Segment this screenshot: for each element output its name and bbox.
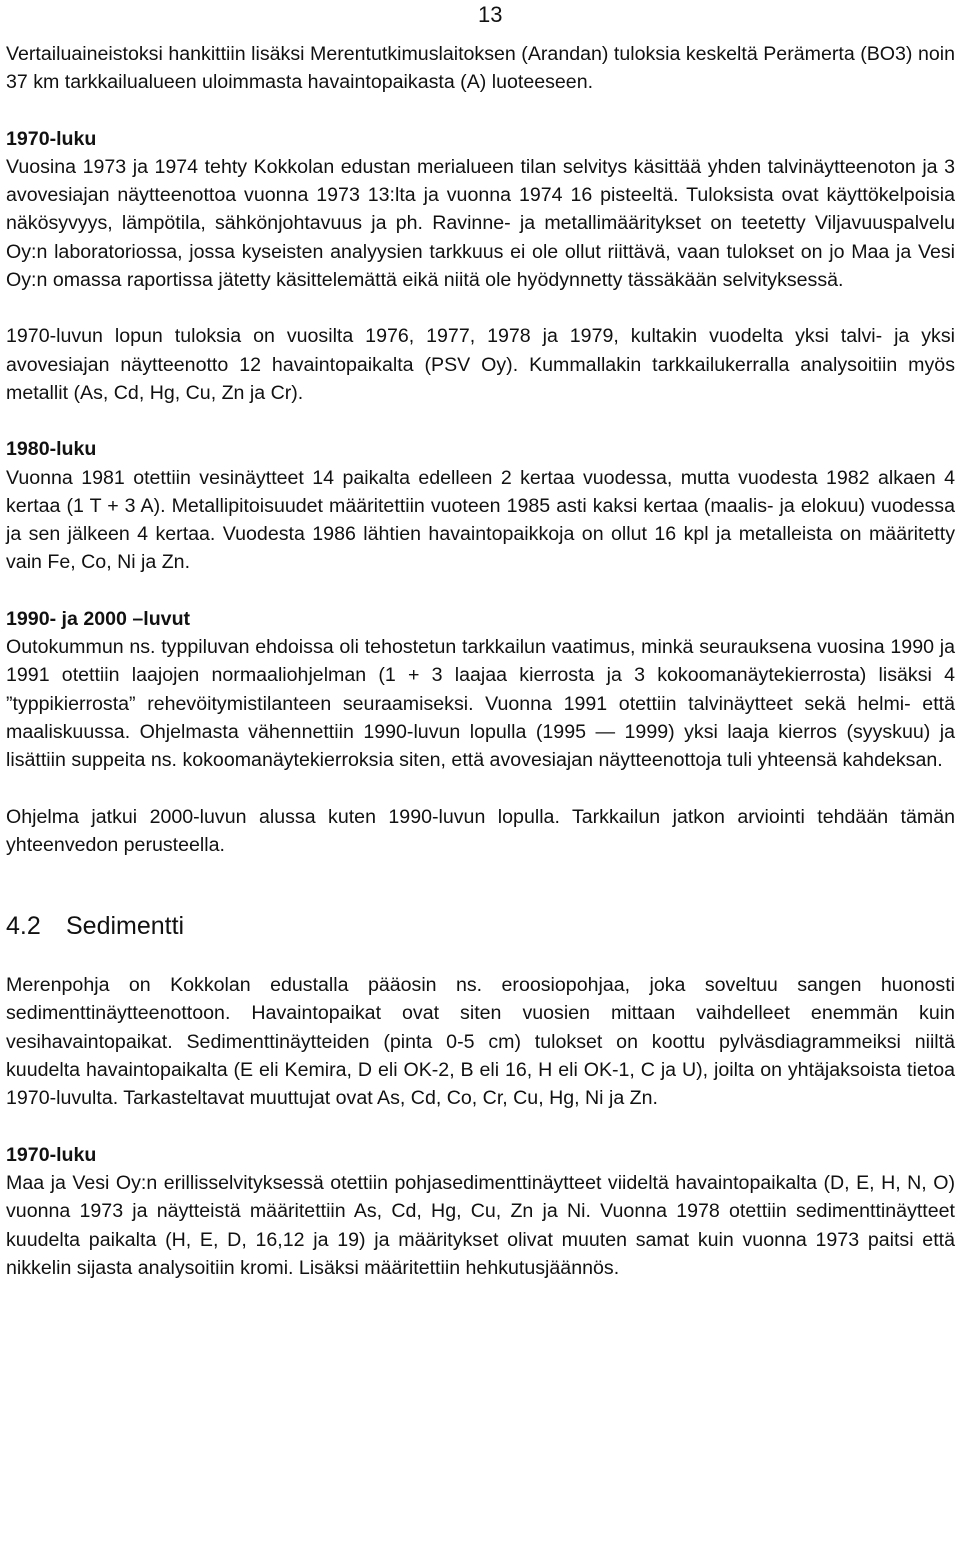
paragraph-late-1970s: 1970-luvun lopun tuloksia on vuosilta 1976, 1977, 1978 ja 1979, kultakin vuodelta yksi talvi- ja yksi avovesiajan näytteenotto 12 havaintopaikalta (PSV Oy). Kummallakin tarkkailukerralla analysoitiin myös metallit (As, Cd, Hg, Cu, Zn ja Cr). [6, 325, 955, 404]
paragraph-sediment-1970s: Maa ja Vesi Oy:n erillisselvityksessä otettiin pohjasedimenttinäytteet viideltä havaintopaikalta (D, E, H, N, O) vuonna 1973 ja näytteistä määritettiin As, Cd, Hg, Cu, Zn ja Ni. Vuonna 1978 otettiin sedimenttinäytteet kuudelta paikalta (H, E, D, 16,12 ja 19) ja määritykset olivat muuten samat kuin vuonna 1973 paitsi että nikkelin sijasta analysoitiin kromi. Lisäksi määritettiin hehkutusjäännös. [6, 1171, 955, 1279]
paragraph-sediment: Merenpohja on Kokkolan edustalla pääosin ns. eroosiopohjaa, joka soveltuu sangen huonosti sedimenttinäytteenottoon. Havaintopaikat ovat siten vuosien mittaan vaihdelleet enemmän kuin vesihavaintopaikat. Sedimenttinäytteiden (pinta 0-5 cm) tulokset on koottu pylväsdiagrammeiksi niiltä kuudelta havaintopaikalta (E eli Kemira, D eli OK-2, B eli 16, H eli OK-1, C ja U), joilta on yhtäjaksoista tietoa 1970-luvulta. Tarkasteltavat muuttujat ovat As, Cd, Co, Cr, Cu, Hg, Ni ja Zn. [6, 974, 955, 1110]
heading-sediment-1970s: 1970-luku [6, 1143, 97, 1166]
heading-1990s-2000s: 1990- ja 2000 –luvut [6, 607, 191, 630]
page-content [6, 40, 955, 1282]
heading-1970s: 1970-luku [6, 127, 97, 150]
paragraph-1980s: Vuonna 1981 otettiin vesinäytteet 14 paikalta edelleen 2 kertaa vuodessa, mutta vuodesta 1982 alkaen 4 kertaa (1 T + 3 A). Metallipitoisuudet määritettiin vuoteen 1985 asti kaksi kertaa (maalis- ja elokuu) vuodessa ja sen jälkeen 4 kertaa. Vuodesta 1986 lähtien havaintopaikkoja on ollut 16 kpl ja metalleista on määritetty vain Fe, Co, Ni ja Zn. [6, 466, 955, 574]
page-number: 13 [478, 2, 503, 27]
paragraph-1990s: Outokummun ns. typpiluvan ehdoissa oli tehostetun tarkkailun vaatimus, minkä seurauksena vuosina 1990 ja 1991 otettiin laajojen normaaliohjelman (1 + 3 laajaa kierrosta ja 3 kokoomanäytekierrosta) lisäksi 4 ”typpikierrosta” rehevöitymistilanteen seuraamiseksi. Vuonna 1991 otettiin talvinäytteet sekä helmi- että maaliskuussa. Ohjelmasta vähennettiin 1990-luvun lopulla (1995 — 1999) yksi laaja kierros (syyskuu) ja lisättiin suppeita ns. kokoomanäytekierroksia siten, että avovesiajan näytteenottoja tuli yhteensä kahdeksan. [6, 636, 955, 772]
heading-1980s: 1980-luku [6, 438, 97, 461]
section-title: Sedimentti [66, 912, 185, 941]
paragraph-2000s: Ohjelma jatkui 2000-luvun alussa kuten 1990-luvun lopulla. Tarkkailun jatkon arviointi tehdään tämän yhteenvedon perusteella. [6, 805, 955, 856]
intro-paragraph: Vertailuaineistoksi hankittiin lisäksi Merentutkimuslaitoksen (Arandan) tuloksia keskeltä Perämerta (BO3) noin 37 km tarkkailualueen uloimmasta havaintopaikasta (A) luoteeseen. [6, 43, 955, 94]
section-number: 4.2 [6, 912, 41, 941]
paragraph-1970s: Vuosina 1973 ja 1974 tehty Kokkolan edustan merialueen tilan selvitys käsittää yhden talvinäytteenoton ja 3 avovesiajan näytteenottoa vuonna 1973 13:lta ja vuonna 1974 16 pisteeltä. Tuloksista ovat käyttökelpoisia näkösyvyys, lämpötila, sähkönjohtavuus ja ph. Ravinne- ja metallimääritykset on teetetty Viljavuuspalvelu Oy:n laboratoriossa, jossa kyseisten analyysien tarkkuus ei ole ollut riittävä, vaan tulokset on jo Maa ja Vesi Oy:n omassa raportissa jätetty käsittelemättä eikä niitä ole hyödynnetty tässäkään selvityksessä. [6, 155, 955, 292]
section-heading [6, 911, 955, 941]
